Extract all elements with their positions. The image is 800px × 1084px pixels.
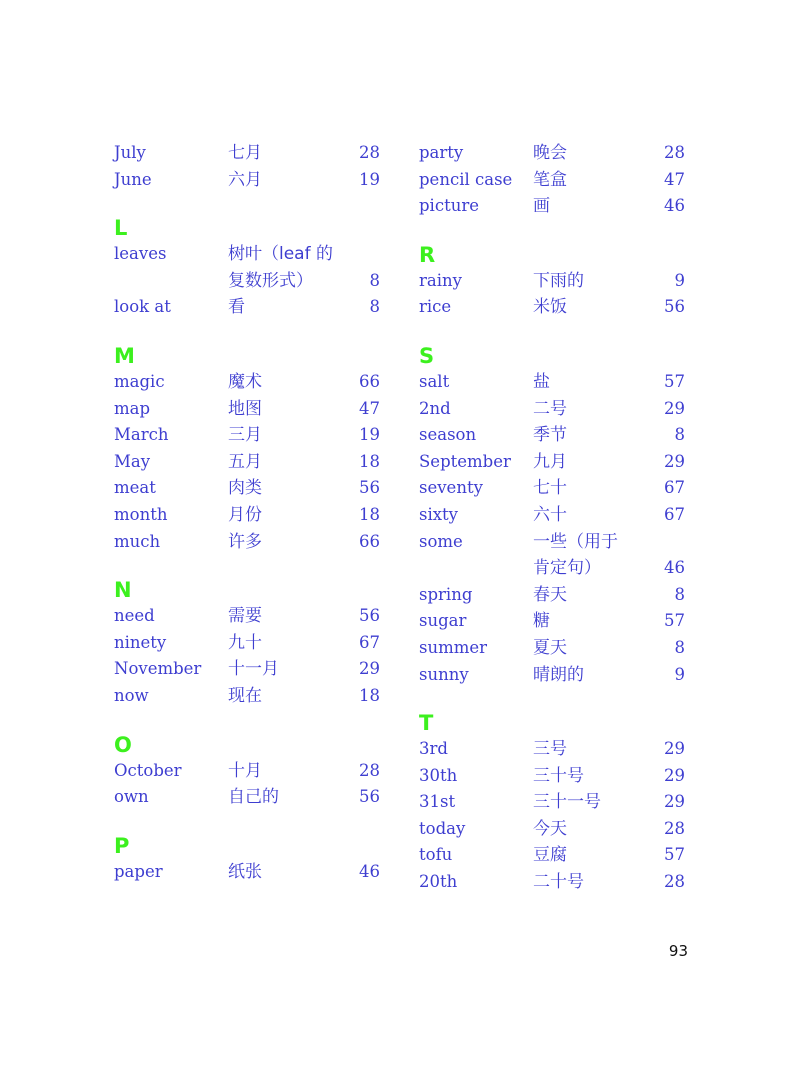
section-letter: S	[419, 343, 435, 368]
chinese-meaning-line: 春天	[533, 584, 567, 605]
chinese-meaning	[533, 582, 655, 609]
page-reference: 28	[664, 143, 685, 162]
english-word: own	[114, 787, 149, 807]
chinese-meaning-line: 七十	[533, 478, 567, 499]
english-word: tofu	[419, 845, 453, 865]
chinese-meaning-line: 九月	[533, 451, 567, 472]
chinese-meaning-line: 下雨的	[533, 270, 584, 291]
chinese-meaning	[533, 529, 655, 582]
glossary-entry	[419, 167, 685, 194]
page-reference: 56	[359, 478, 380, 498]
english-word: magic	[114, 371, 165, 391]
glossary-entry	[419, 662, 685, 689]
chinese-meaning-line: 晴朗的	[533, 664, 584, 685]
glossary-entry	[419, 369, 685, 396]
chinese-meaning-line: 树叶（leaf 的	[228, 244, 333, 265]
section-n	[114, 577, 380, 709]
english-word: map	[114, 398, 151, 418]
english-word: salt	[419, 371, 450, 391]
page-reference: 29	[359, 659, 380, 679]
page-reference: 56	[359, 787, 380, 807]
chinese-meaning	[533, 294, 655, 321]
chinese-meaning	[228, 603, 350, 630]
english-word: today	[419, 818, 466, 838]
page-reference: 19	[359, 425, 380, 445]
page-reference: 67	[664, 504, 685, 524]
page-reference: 19	[359, 169, 380, 189]
chinese-meaning-line: 十月	[228, 760, 262, 781]
page-reference: 29	[664, 765, 685, 785]
chinese-meaning	[533, 608, 655, 635]
glossary-entry	[114, 529, 380, 556]
chinese-meaning-line: 盐	[533, 371, 550, 392]
glossary-entry	[114, 294, 380, 321]
glossary-right-column	[419, 140, 685, 918]
chinese-meaning-line: 笔盒	[533, 169, 567, 190]
page-reference: 46	[359, 861, 380, 881]
glossary-entry	[419, 582, 685, 609]
section-letter: R	[419, 242, 436, 267]
chinese-meaning	[533, 502, 655, 529]
chinese-meaning	[228, 758, 350, 785]
chinese-meaning	[228, 396, 350, 423]
page-reference: 67	[664, 478, 685, 498]
section-s	[419, 343, 685, 688]
chinese-meaning	[228, 656, 350, 683]
english-word: July	[114, 143, 146, 162]
chinese-meaning-line: 六月	[228, 169, 262, 190]
chinese-meaning	[228, 529, 350, 556]
section-p	[114, 833, 380, 886]
glossary-entry	[419, 789, 685, 816]
page-reference: 57	[664, 845, 685, 865]
chinese-meaning	[228, 167, 350, 194]
glossary-entry	[114, 784, 380, 811]
english-word: November	[114, 659, 202, 679]
chinese-meaning-line: 自己的	[228, 787, 279, 808]
chinese-meaning	[533, 369, 655, 396]
chinese-meaning-line: 纸张	[228, 861, 262, 882]
english-word: pencil case	[419, 169, 513, 189]
page-reference: 47	[359, 398, 380, 418]
chinese-meaning-line: 三月	[228, 425, 262, 446]
chinese-meaning	[228, 475, 350, 502]
english-word: rainy	[419, 270, 462, 290]
chinese-meaning-line: 月份	[228, 504, 262, 525]
page-reference: 8	[369, 270, 380, 290]
glossary-entry	[419, 193, 685, 220]
page-reference: 56	[359, 606, 380, 626]
english-word: June	[114, 169, 152, 189]
section-t	[419, 710, 685, 896]
chinese-meaning	[533, 140, 655, 167]
chinese-meaning	[533, 736, 655, 763]
english-word: 2nd	[419, 398, 451, 418]
section-continued	[114, 140, 380, 193]
chinese-meaning-line: 七月	[228, 143, 262, 163]
chinese-meaning-line: 复数形式）	[228, 270, 313, 291]
english-word: 20th	[419, 872, 458, 892]
page-reference: 29	[664, 398, 685, 418]
chinese-meaning-line: 米饭	[533, 297, 567, 318]
page-reference: 28	[359, 143, 380, 162]
chinese-meaning-line: 三号	[533, 739, 567, 760]
page-reference: 18	[359, 685, 380, 705]
chinese-meaning	[228, 241, 350, 294]
page-reference: 46	[664, 196, 685, 216]
chinese-meaning	[228, 422, 350, 449]
english-word: now	[114, 685, 149, 705]
glossary-entry	[114, 859, 380, 886]
page-reference: 8	[674, 584, 685, 604]
chinese-meaning-line: 九十	[228, 632, 262, 653]
chinese-meaning	[533, 167, 655, 194]
chinese-meaning-line: 三十号	[533, 765, 584, 786]
section-letter: L	[114, 216, 128, 241]
chinese-meaning-line: 五月	[228, 451, 262, 472]
glossary-entry	[114, 683, 380, 710]
glossary-entry	[114, 656, 380, 683]
chinese-meaning	[228, 630, 350, 657]
english-word: sunny	[419, 664, 469, 684]
english-word: meat	[114, 478, 156, 498]
page-number: 93	[668, 942, 688, 960]
english-word: much	[114, 531, 161, 551]
glossary-entry	[419, 816, 685, 843]
chinese-meaning	[533, 268, 655, 295]
english-word: spring	[419, 584, 473, 604]
english-word: summer	[419, 637, 488, 657]
chinese-meaning	[533, 422, 655, 449]
glossary-entry	[419, 842, 685, 869]
section-letter: O	[114, 732, 132, 757]
page-reference: 29	[664, 739, 685, 759]
chinese-meaning-line: 豆腐	[533, 845, 567, 866]
chinese-meaning-line: 今天	[533, 818, 567, 839]
page-reference: 67	[359, 632, 380, 652]
glossary-entry	[419, 608, 685, 635]
page-reference: 28	[664, 872, 685, 892]
page-reference: 66	[359, 371, 380, 391]
glossary-entry	[114, 241, 380, 294]
chinese-meaning	[533, 789, 655, 816]
section-continued	[419, 140, 685, 220]
page-reference: 9	[674, 664, 685, 684]
chinese-meaning-line: 晚会	[533, 143, 567, 163]
chinese-meaning-line: 魔术	[228, 371, 262, 392]
chinese-meaning	[228, 683, 350, 710]
glossary-entry	[419, 422, 685, 449]
glossary-entry	[419, 869, 685, 896]
chinese-meaning	[228, 502, 350, 529]
glossary-entry	[419, 502, 685, 529]
chinese-meaning-line: 糖	[533, 611, 550, 632]
english-word: March	[114, 425, 169, 445]
page-reference: 57	[664, 371, 685, 391]
glossary-entry	[114, 167, 380, 194]
chinese-meaning	[533, 869, 655, 896]
chinese-meaning	[533, 396, 655, 423]
english-word: party	[419, 143, 464, 162]
chinese-meaning-line: 需要	[228, 606, 262, 627]
section-letter: M	[114, 343, 135, 368]
page-reference: 29	[664, 792, 685, 812]
glossary-entry	[419, 475, 685, 502]
section-m	[114, 343, 380, 555]
section-o	[114, 732, 380, 811]
page-reference: 18	[359, 504, 380, 524]
section-letter: N	[114, 578, 132, 603]
english-word: leaves	[114, 244, 167, 264]
glossary-entry	[114, 449, 380, 476]
chinese-meaning-line: 地图	[228, 398, 262, 419]
glossary-entry	[419, 763, 685, 790]
glossary-entry	[419, 736, 685, 763]
glossary-entry	[419, 529, 685, 582]
english-word: seventy	[419, 478, 483, 498]
page-reference: 8	[674, 425, 685, 445]
chinese-meaning-line: 夏天	[533, 637, 567, 658]
chinese-meaning	[533, 635, 655, 662]
glossary-entry	[114, 603, 380, 630]
english-word: May	[114, 451, 151, 471]
chinese-meaning	[228, 294, 350, 321]
chinese-meaning	[533, 763, 655, 790]
chinese-meaning-line: 现在	[228, 685, 262, 706]
chinese-meaning-line: 看	[228, 297, 245, 318]
glossary-entry	[419, 396, 685, 423]
glossary-entry	[114, 396, 380, 423]
glossary-entry	[114, 502, 380, 529]
chinese-meaning	[533, 193, 655, 220]
page-reference: 8	[369, 297, 380, 317]
page-reference: 28	[359, 760, 380, 780]
english-word: October	[114, 760, 182, 780]
glossary-entry	[114, 422, 380, 449]
chinese-meaning-line: 二十号	[533, 872, 584, 893]
chinese-meaning-line: 三十一号	[533, 792, 601, 813]
chinese-meaning	[533, 475, 655, 502]
glossary-entry	[114, 630, 380, 657]
section-letter: P	[114, 833, 130, 858]
chinese-meaning-line: 六十	[533, 504, 567, 525]
page-reference: 18	[359, 451, 380, 471]
english-word: some	[419, 531, 463, 551]
glossary-entry	[419, 268, 685, 295]
glossary-entry	[114, 369, 380, 396]
english-word: season	[419, 425, 477, 445]
page-reference: 57	[664, 611, 685, 631]
english-word: 3rd	[419, 739, 448, 759]
glossary-entry	[419, 635, 685, 662]
chinese-meaning-line: 一些（用于	[533, 531, 618, 552]
english-word: 31st	[419, 792, 456, 812]
english-word: paper	[114, 861, 163, 881]
chinese-meaning-line: 肯定句）	[533, 558, 601, 579]
glossary-entry	[114, 758, 380, 785]
glossary-entry	[419, 294, 685, 321]
chinese-meaning	[533, 816, 655, 843]
chinese-meaning	[533, 662, 655, 689]
chinese-meaning	[228, 784, 350, 811]
chinese-meaning	[533, 842, 655, 869]
chinese-meaning-line: 画	[533, 196, 550, 217]
chinese-meaning	[228, 369, 350, 396]
page-reference: 29	[664, 451, 685, 471]
chinese-meaning-line: 十一月	[228, 659, 279, 680]
page-reference: 56	[664, 297, 685, 317]
chinese-meaning-line: 二号	[533, 398, 567, 419]
section-letter: T	[419, 711, 434, 736]
section-l	[114, 215, 380, 321]
english-word: September	[419, 451, 511, 471]
english-word: sugar	[419, 611, 467, 631]
chinese-meaning	[228, 449, 350, 476]
english-word: rice	[419, 297, 452, 317]
english-word: picture	[419, 196, 479, 216]
chinese-meaning	[533, 449, 655, 476]
page-reference: 47	[664, 169, 685, 189]
chinese-meaning-line: 季节	[533, 425, 567, 446]
glossary-entry	[114, 140, 380, 167]
page-reference: 66	[359, 531, 380, 551]
chinese-meaning	[228, 859, 350, 886]
chinese-meaning-line: 肉类	[228, 478, 262, 499]
english-word: 30th	[419, 765, 458, 785]
glossary-entry	[419, 449, 685, 476]
page-reference: 8	[674, 637, 685, 657]
chinese-meaning	[228, 140, 350, 167]
glossary-left-column	[114, 140, 380, 907]
page-reference: 28	[664, 818, 685, 838]
section-r	[419, 242, 685, 321]
glossary-entry	[419, 140, 685, 167]
page-reference: 46	[664, 558, 685, 578]
chinese-meaning-line: 许多	[228, 531, 262, 552]
english-word: sixty	[419, 504, 459, 524]
english-word: month	[114, 504, 168, 524]
glossary-entry	[114, 475, 380, 502]
english-word: need	[114, 606, 155, 626]
page-reference: 9	[674, 270, 685, 290]
english-word: look at	[114, 297, 171, 317]
english-word: ninety	[114, 632, 167, 652]
